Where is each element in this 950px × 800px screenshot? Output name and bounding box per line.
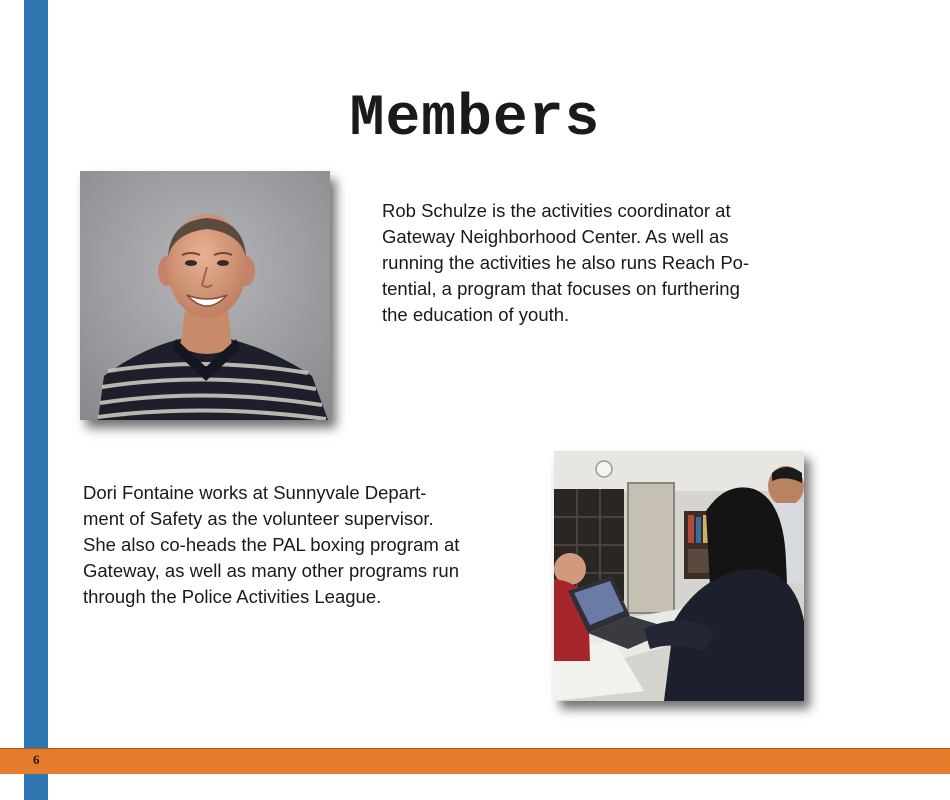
bio-line: She also co-heads the PAL boxing program at (83, 534, 460, 555)
page-title: Members (349, 86, 601, 152)
bio-line: Gateway Neighborhood Center. As well as (382, 226, 729, 247)
bio-line: ment of Safety as the volunteer supervisor. (83, 508, 434, 529)
bio-line: Gateway, as well as many other programs run (83, 560, 459, 581)
dori-fontaine-bio (83, 480, 513, 610)
bio-line: Rob Schulze is the activities coordinator at (382, 200, 731, 221)
dori-fontaine-photo (554, 451, 804, 701)
footer-bar (0, 748, 950, 774)
bio-line: through the Police Activities League. (83, 586, 382, 607)
rob-schulze-photo (80, 171, 330, 420)
bio-line: tential, a program that focuses on furthering (382, 278, 740, 299)
bio-line: running the activities he also runs Reach Po- (382, 252, 750, 273)
rob-schulze-bio (382, 198, 802, 328)
bio-line: Dori Fontaine works at Sunnyvale Depart- (83, 482, 427, 503)
bio-line: the education of youth. (382, 304, 570, 325)
page-number: 6 (33, 752, 40, 767)
